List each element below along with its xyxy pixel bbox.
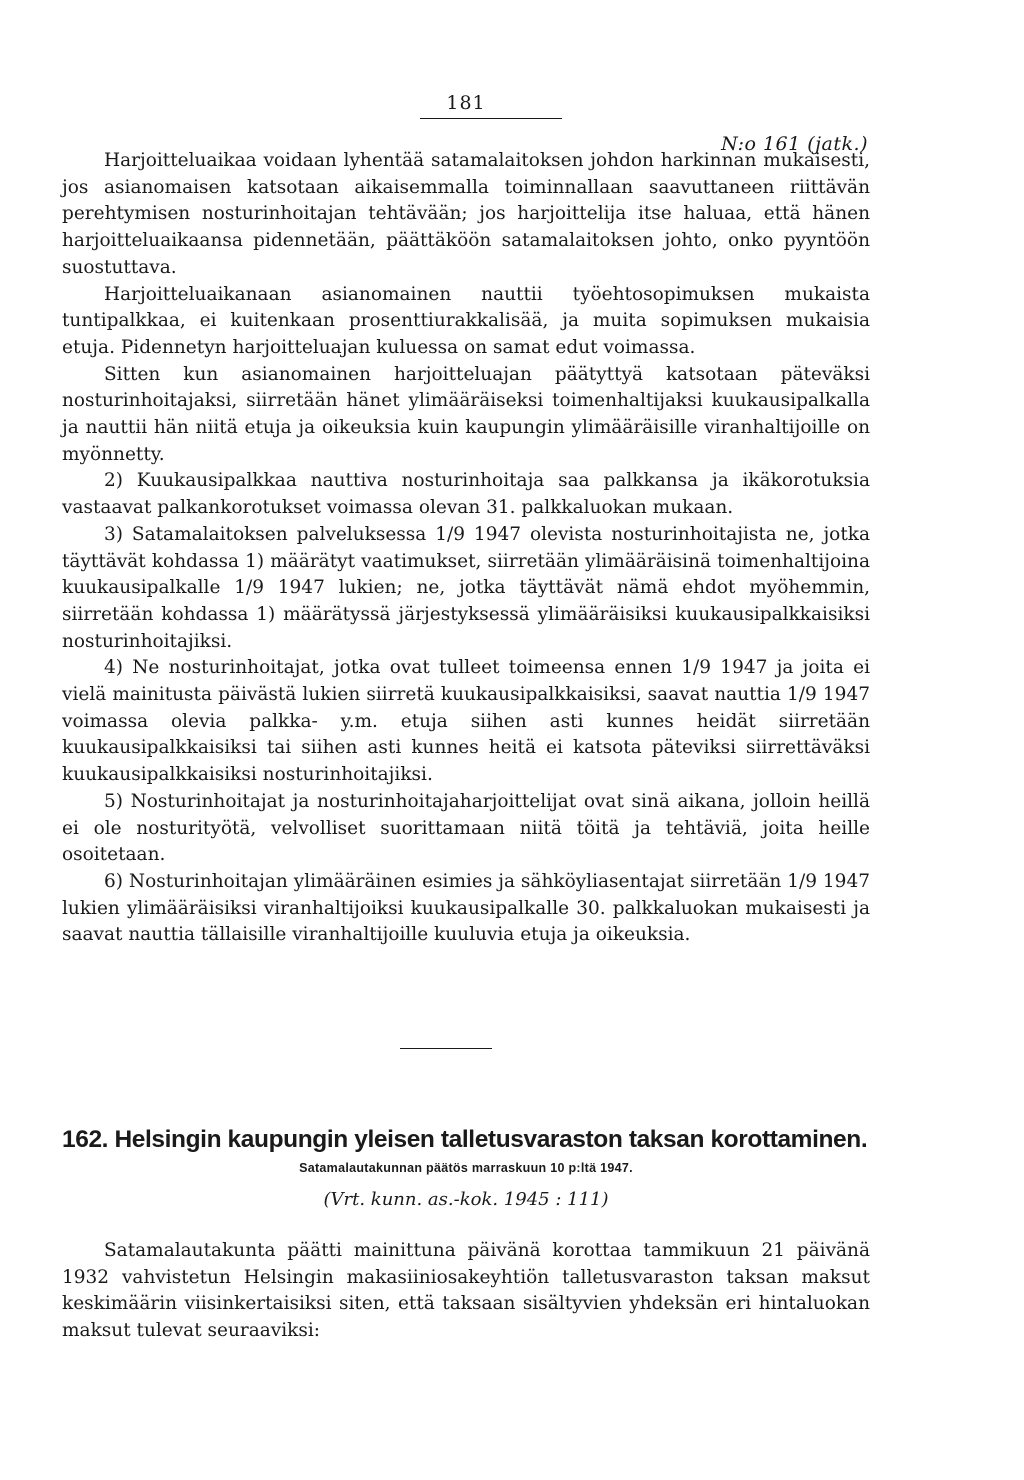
paragraph: Harjoitteluaikaa voidaan lyhentää satamalaitoksen johdon harkinnan mukaisesti, jos asianomaisen katsotaan aikaisemmalla toiminnallaan saavuttaneen riittävän perehtymisen nosturinhoitajan tehtävään; jos harjoittelija itse haluaa, että hänen harjoitteluaikaansa pidennetään, päättäköön satamalaitoksen johto, onko pyyntöön suostuttava.	[62, 150, 870, 278]
header-rule	[420, 118, 562, 119]
page-number: 181	[446, 92, 486, 114]
section-reference: (Vrt. kunn. as.-kok. 1945 : 111)	[323, 1189, 609, 1210]
paragraph: 3) Satamalaitoksen palveluksessa 1/9 1947 olevista nosturinhoitajista ne, jotka täyttävät kohdassa 1) määrätyt vaatimukset, siirretään ylimääräisinä toimenhaltijoina kuukausipalkalle 1/9 1947 lukien; ne, jotka täyttävät nämä ehdot myöhemmin, siirretään kohdassa 1) määrätyssä järjestyksessä ylimääräisiksi kuukausipalkkaisiksi nosturinhoitajiksi.	[62, 523, 870, 652]
paragraph: 5) Nosturinhoitajat ja nosturinhoitajaharjoittelijat ovat sinä aikana, jolloin heillä ei ole nosturityötä, velvolliset suorittamaan niitä töitä ja tehtäviä, joita heille osoitetaan.	[62, 790, 870, 866]
paragraph: 6) Nosturinhoitajan ylimääräinen esimies ja sähköyliasentajat siirretään 1/9 1947 lukien ylimääräisiksi viranhaltijoiksi kuukausipalkalle 30. palkkaluokan mukaisesti ja saavat nauttia tällaisille viranhaltijoille kuuluvia etuja ja oikeuksia.	[62, 870, 870, 946]
paragraph: 4) Ne nosturinhoitajat, jotka ovat tulleet toimeensa ennen 1/9 1947 ja joita ei vielä mainitusta päivästä lukien siirretä kuukausipalkkaisiksi, saavat nauttia 1/9 1947 voimassa olevia palkka- y.m. etuja siihen asti kunnes heidät siirretään kuukausipalkkaisiksi tai siihen asti kunnes heitä ei katsota päteviksi siirrettäväksi kuukausipalkkaisiksi nosturinhoitajiksi.	[62, 657, 870, 786]
section-title: 162. Helsingin kaupungin yleisen talletusvaraston taksan korottaminen.	[62, 1126, 868, 1153]
document-page	[62, 0, 870, 1480]
paragraph: Harjoitteluaikanaan asianomainen nauttii työehtosopimuksen mukaista tuntipalkkaa, ei kuitenkaan prosenttiurakkalisää, ja muita sopimuksen mukaisia etuja. Pidennetyn harjoitteluajan kuluessa on samat edut voimassa.	[62, 283, 870, 358]
paragraph: 2) Kuukausipalkkaa nauttiva nosturinhoitaja saa palkkansa ja ikäkorotuksia vastaavat palkankorotukset voimassa olevan 31. palkkaluokan mukaan.	[62, 470, 870, 519]
body-text	[62, 148, 870, 949]
section-body	[62, 1238, 870, 1345]
case-reference: N:o 161 (jatk.)	[721, 133, 868, 155]
paragraph: Satamalautakunta päätti mainittuna päivänä korottaa tammikuun 21 päivänä 1932 vahvistetun Helsingin makasiiniosakeyhtiön talletusvaraston taksan maksut keskimäärin viisinkertaisiksi siten, että taksaan sisältyvien yhdeksän eri hintaluokan maksut tulevat seuraaviksi:	[62, 1240, 870, 1342]
section-subtitle: Satamalautakunnan päätös marraskuun 10 p:ltä 1947.	[299, 1161, 633, 1175]
paragraph: Sitten kun asianomainen harjoitteluajan päätyttyä katsotaan päteväksi nosturinhoitajaksi, siirretään hänet ylimääräiseksi toimenhaltijaksi kuukausipalkalla ja nauttii hän niitä etuja ja oikeuksia kuin kaupungin ylimääräisille viranhaltijoille on myönnetty.	[62, 363, 870, 465]
section-divider	[400, 1048, 492, 1049]
